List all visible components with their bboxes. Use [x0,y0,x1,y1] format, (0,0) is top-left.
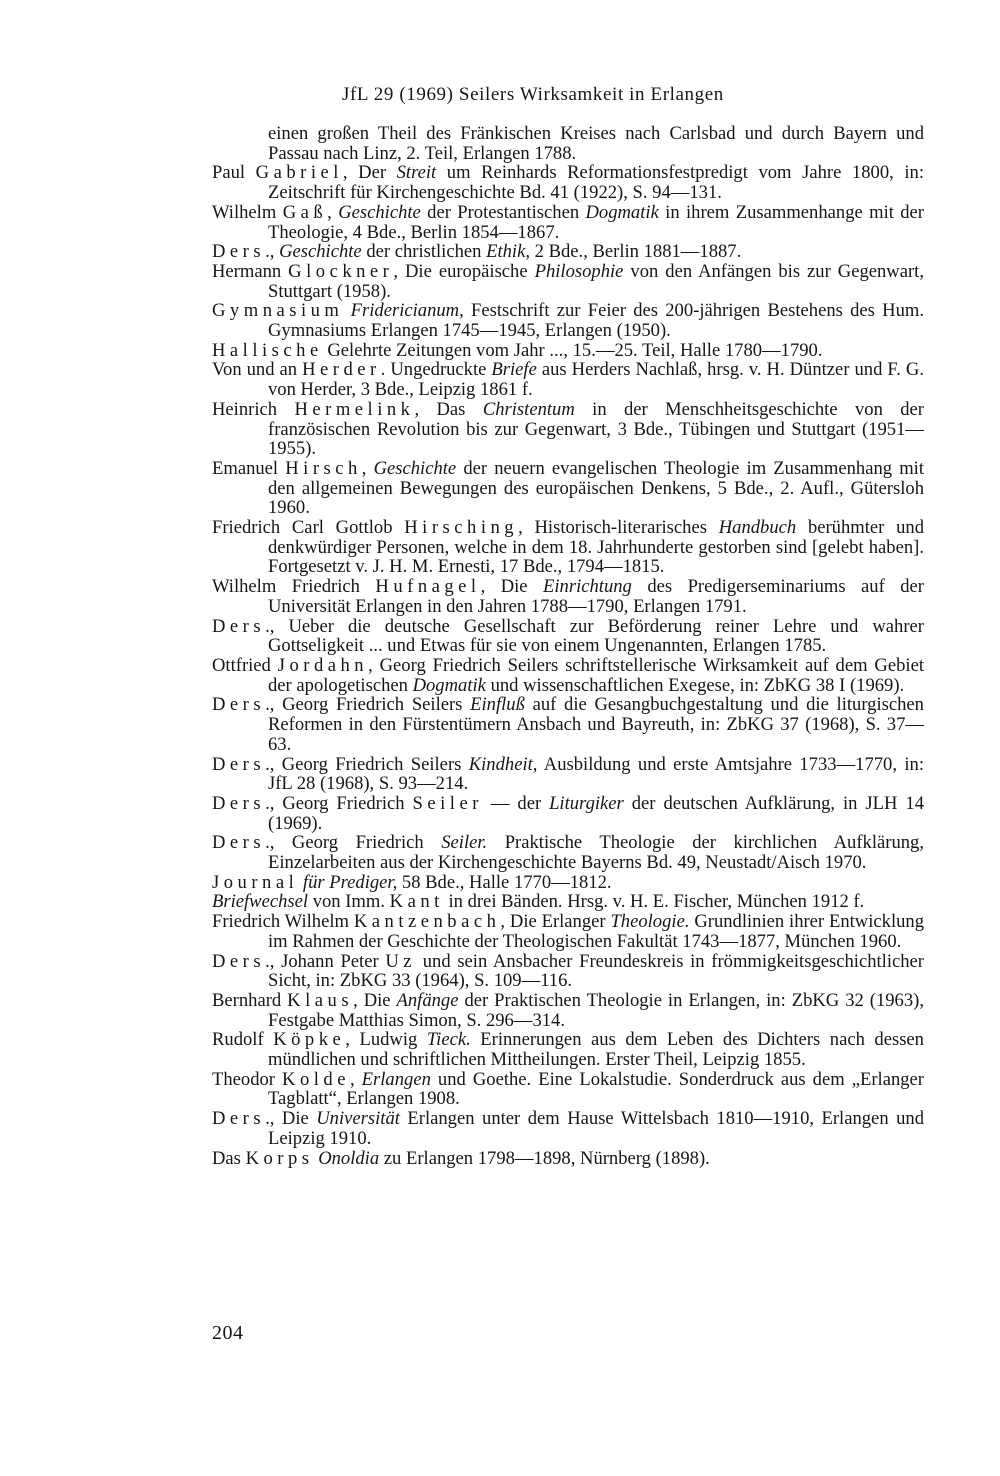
spaced-author-name: Ders [212,1108,266,1130]
entry-text: aus Herders Nachlaß, hrsg. v. H. Düntzer und F. G. von Herder, 3 Bde., Leipzig 1861 f. [268,359,924,401]
bibliography-entry [212,794,924,833]
entry-text: Rudolf [212,1029,274,1051]
entry-text: der neuern evangelischen Theologie im Zusammenhang mit den allgemeinen Bewegungen des europäischen Denkens, 5 Bde., 2. Aufl., Gütersloh 1960. [268,457,924,519]
bibliography-entry [212,400,924,459]
entry-text: , Das [414,398,483,420]
entry-text: in ihrem Zusammenhange mit der Theologie, 4 Bde., Berlin 1854—1867. [268,201,925,243]
spaced-author-name: Ders [212,832,266,854]
entry-text: und wissenschaftlichen Exegese, in: ZbKG 38 I (1969). [485,674,905,696]
entry-text: und Goethe. Eine Lokalstudie. Sonderdruck aus dem „Erlanger Tagblatt“, Erlangen 1908. [268,1068,924,1110]
italic-title: Anfänge [396,989,459,1011]
entry-text: , Historisch-literarisches [518,517,719,539]
italic-title: Ethik, [486,241,530,263]
italic-title: Dogmatik [412,674,486,696]
bibliography-entry [212,360,924,399]
entry-text: ., Georg Friedrich Seilers [265,753,469,775]
entry-text: Paul [212,162,256,184]
entry-text: Erinnerungen aus dem Leben des Dichters nach dessen mündlichen und schriftlichen Mittheilungen. Erster Theil, Leipzig 1855. [268,1029,924,1071]
italic-title: Seiler. [441,832,488,854]
entry-text: , [361,457,374,479]
spaced-author-name: Hallische [212,339,323,361]
entry-text: , Der [342,162,397,184]
entry-text: ., Ueber die deutsche Gesellschaft zur Beförderung reiner Lehre und wahrer Gottseligkeit ... und Etwas für sie von einem Ungenannten, Erlangen 1785. [265,615,924,657]
bibliography-entry [212,1109,924,1148]
spaced-author-name: Hufnagel [375,576,481,598]
bibliography-entry [212,892,924,912]
spaced-author-name: Ders [212,753,266,775]
entry-text: Praktische Theologie der kirchlichen Aufklärung, Einzelarbeiten aus der Kirchengeschichte Bayerns Bd. 49, Neustadt/Aisch 1970. [268,832,924,874]
entry-text: . Ungedruckte [380,359,492,381]
spaced-author-name: Jordahn [277,654,369,676]
bibliography-entry [212,755,924,794]
italic-title: Briefwechsel [212,891,309,913]
entry-text: , Die Erlanger [500,911,611,933]
entry-text: in der Menschheitsgeschichte von der französischen Revolution bis zur Gegenwart, 3 Bde., Tübingen und Stuttgart (1951—1955). [268,398,924,460]
spaced-author-name: Herder [302,359,381,381]
italic-title: Christentum [482,398,575,420]
entry-text: Das [212,1147,246,1169]
entry-text: der deutschen Aufklärung, in JLH 14 (1969). [268,792,924,834]
italic-title: Handbuch [718,517,797,539]
bibliography-entry [212,912,924,951]
entry-text: in drei Bänden. Hrsg. v. H. E. Fischer, München 1912 f. [443,891,865,913]
spaced-author-name: Gaß [282,201,328,223]
spaced-author-name: Ders [212,792,266,814]
bibliography-entry [212,695,924,754]
entry-text: der Praktischen Theologie in Erlangen, in: ZbKG 32 (1963), Festgabe Matthias Simon, S. 296—314. [268,989,924,1031]
bibliography-entry [212,1030,924,1069]
entry-text: der Protestantischen [420,201,586,223]
spaced-author-name: Korps [245,1147,314,1169]
running-header: JfL 29 (1969) Seilers Wirksamkeit in Erlangen [342,84,724,105]
spaced-author-name: Ders [212,615,266,637]
entry-text: — der [482,792,550,814]
bibliography-entry [212,301,924,340]
entry-text: , Ludwig [345,1029,427,1051]
entry-text: Wilhelm [212,201,283,223]
italic-title: Einrichtung [543,576,632,598]
spaced-author-name: Hirsching [404,517,519,539]
spaced-author-name: Hermelink [294,398,415,420]
italic-title: Onoldia [318,1147,380,1169]
entry-text: ., Johann Peter [265,950,386,972]
italic-title: Kindheit, [468,753,538,775]
entry-text: , Die [353,989,397,1011]
page-number: 204 [212,1322,244,1344]
spaced-author-name: Köpke [273,1029,346,1051]
bibliography-entry [212,577,924,616]
entry-text: Grundlinien ihrer Entwicklung im Rahmen der Geschichte der Theologischen Fakultät 1743—1877, München 1960. [268,911,924,952]
entry-text: , Georg Friedrich Seilers schriftstellerische Wirksamkeit auf dem Gebiet der apologetischen [268,654,924,696]
entry-text: einen großen Theil des Fränkischen Kreises nach Carlsbad und durch Bayern und Passau nach Linz, 2. Teil, Erlangen 1788. [268,123,924,164]
entry-text: Bernhard [212,989,288,1011]
italic-title: Tieck. [426,1029,471,1051]
bibliography-entry [212,1070,924,1109]
entry-text: Friedrich Wilhelm [212,911,354,933]
bibliography-entry [212,124,924,163]
bibliography-entry [212,1149,924,1169]
spaced-author-name: Journal [212,871,299,893]
entry-text: Emanuel [212,457,286,479]
italic-title: Geschichte [338,201,421,223]
italic-title: Fridericianum, [350,300,464,322]
entry-text: 2 Bde., Berlin 1881—1887. [530,241,742,263]
entry-text: , Die europäische [393,260,535,282]
italic-title: Geschichte [279,241,362,263]
bibliography-entry [212,873,924,893]
bibliography-entry [212,656,924,695]
italic-title: Theologie. [610,911,690,933]
italic-title: Liturgiker [549,792,624,814]
entry-text: auf die Gesangbuchgestaltung und die liturgischen Reformen in den Fürstentümern Ansbach und Bayreuth, in: ZbKG 37 (1968), S. 37—63. [268,694,924,755]
entry-text: 58 Bde., Halle 1770—1812. [397,871,612,893]
entry-text: , Die [480,576,544,598]
entry-text: Festschrift zur Feier des 200-jährigen Bestehens des Hum. Gymnasiums Erlangen 1745—1945, Erlangen (1950). [268,300,924,342]
spaced-author-name: Seiler [412,792,483,814]
entry-text: ., Georg Friedrich [265,792,413,814]
spaced-author-name: Kolde [282,1068,350,1090]
entry-text: des Predigerseminariums auf der Universität Erlangen in den Jahren 1788—1790, Erlangen 1791. [268,576,924,617]
entry-text: Heinrich [212,398,295,420]
spaced-author-name: Klaus [287,989,354,1011]
entry-text: Ottfried [212,654,278,676]
spaced-author-name: Glockner [288,260,394,282]
entry-text: der christlichen [361,241,487,263]
bibliography-entry [212,833,924,872]
italic-title: Erlangen [361,1068,431,1090]
entry-text: ., Georg Friedrich [265,832,442,854]
entry-text: Gelehrte Zeitungen vom Jahr ..., 15.—25. Teil, Halle 1780—1790. [322,339,823,361]
spaced-author-name: Ders [212,241,266,263]
bibliography-entry [212,991,924,1030]
italic-title: Einfluß [470,694,525,716]
entry-text: Ausbildung und erste Amtsjahre 1733—1770, in: JfL 28 (1968), S. 93—214. [268,753,924,795]
entry-text: um Reinhards Reformationsfestpredigt vom Jahre 1800, in: Zeitschrift für Kirchengeschichte Bd. 41 (1922), S. 94—131. [268,162,924,204]
entry-text: Erlangen unter dem Hause Wittelsbach 1810—1910, Erlangen und Leipzig 1910. [268,1108,924,1149]
entry-text: ., [265,241,280,263]
bibliography-entry [212,518,924,577]
bibliography-entry [212,242,924,262]
entry-text [343,300,350,321]
italic-title: Dogmatik [585,201,659,223]
spaced-author-name: Uz [385,950,417,972]
entry-text: , [349,1068,362,1090]
italic-title: für Prediger, [302,871,398,893]
entry-text: Friedrich Carl Gottlob [212,517,405,539]
entry-text: von den Anfängen bis zur Gegenwart, Stuttgart (1958). [268,260,924,302]
bibliography-entry [212,617,924,656]
entry-text: ., Georg Friedrich Seilers [265,694,471,716]
bibliography-entry [212,952,924,991]
bibliography-entry [212,163,924,202]
italic-title: Briefe [491,359,537,381]
entry-text: Von und an [212,359,303,381]
italic-title: Philosophie [534,260,624,282]
spaced-author-name: Ders [212,694,266,716]
bibliography-entry [212,262,924,301]
entry-text: Wilhelm Friedrich [212,576,376,598]
italic-title: Streit [396,162,437,184]
entry-text: Theodor [212,1068,283,1090]
bibliography-entry [212,203,924,242]
italic-title: Geschichte [373,457,457,479]
bibliography-entry [212,341,924,361]
entry-text: berühmter und denkwürdiger Personen, welche in dem 18. Jahrhunderte gestorben sind [gelebt haben]. Fortgesetzt v. J. H. M. Ernesti, 17 Bde., 1794—1815. [268,517,924,578]
spaced-author-name: Gymnasium [212,300,344,322]
spaced-author-name: Hirsch [285,457,362,479]
bibliography-entry [212,459,924,518]
entry-text: ., Die [265,1108,317,1130]
spaced-author-name: Ders [212,950,266,972]
entry-text: Hermann [212,260,289,282]
entry-text: , [327,201,339,223]
entry-text: zu Erlangen 1798—1898, Nürnberg (1898). [379,1147,710,1169]
italic-title: Universität [316,1108,400,1130]
spaced-author-name: Kantzenbach [353,911,501,933]
entry-text: und sein Ansbacher Freundeskreis in frömmigkeitsgeschichtlicher Sicht, in: ZbKG 33 (1964), S. 109—116. [268,950,924,992]
entry-text: von Imm. [308,891,390,913]
spaced-author-name: Kant [389,891,444,913]
bibliography-list [212,124,924,1168]
spaced-author-name: Gabriel [255,162,343,184]
